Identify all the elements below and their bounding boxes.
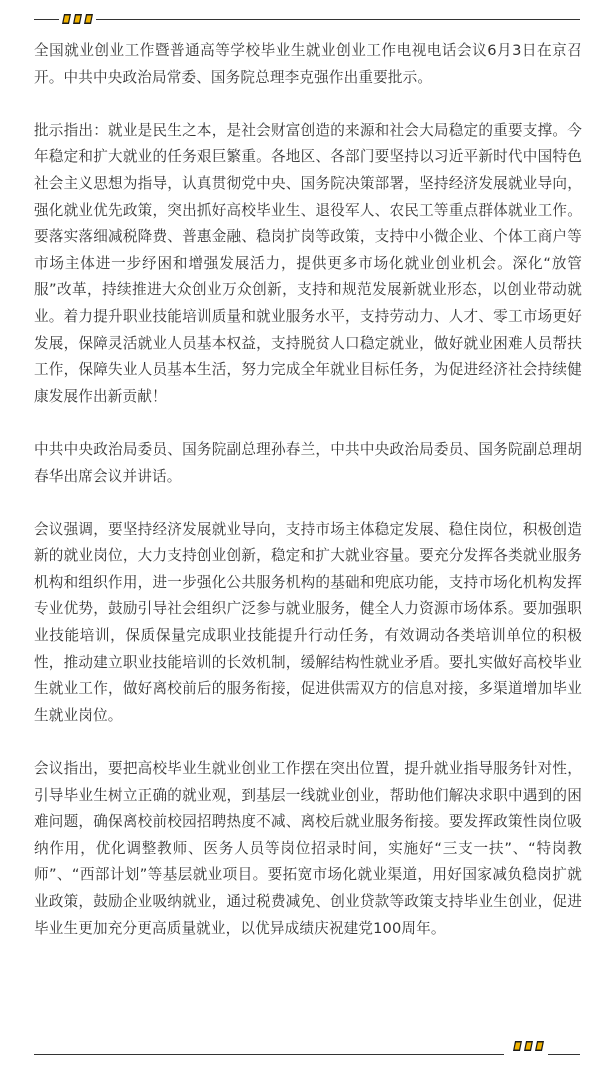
block-3	[535, 1041, 544, 1051]
bottom-divider	[34, 1036, 580, 1066]
top-divider-line-right	[96, 19, 580, 20]
three-yellow-blocks-icon	[61, 12, 93, 26]
block-1	[62, 14, 71, 24]
paragraph-spacer	[34, 490, 582, 517]
block-2	[524, 1041, 533, 1051]
article-body	[34, 38, 582, 942]
paragraph-spacer	[34, 410, 582, 437]
top-divider	[34, 0, 580, 30]
paragraph-spacer	[34, 91, 582, 118]
three-yellow-blocks-icon	[512, 1039, 544, 1053]
article-paragraph-3: 中共中央政治局委员、国务院副总理孙春兰，中共中央政治局委员、国务院副总理胡春华出席会议并讲话。	[34, 440, 582, 485]
article-paragraph-5: 会议指出，要把高校毕业生就业创业工作摆在突出位置，提升就业指导服务针对性，引导毕业生树立正确的就业观，到基层一线就业创业，帮助他们解决求职中遇到的困难问题，确保离校前校园招聘热度不减、离校后就业服务衔接。要发挥政策性岗位吸纳作用，优化调整教师、医务人员等岗位招录时间，实施好“三支一扶”、“特岗教师”、“西部计划”等基层就业项目。要拓宽市场化就业渠道，用好国家减负稳岗扩就业政策，鼓励企业吸纳就业，通过税费减免、创业贷款等政策支持毕业生创业，促进毕业生更加充分更高质量就业，以优异成绩庆祝建党100周年。	[34, 760, 582, 937]
block-3	[84, 14, 93, 24]
block-1	[513, 1041, 522, 1051]
paragraph-spacer	[34, 729, 582, 756]
block-2	[73, 14, 82, 24]
article-paragraph-4: 会议强调，要坚持经济发展就业导向，支持市场主体稳定发展、稳住岗位，积极创造新的就业岗位，大力支持创业创新，稳定和扩大就业容量。要充分发挥各类就业服务机构和组织作用，进一步强化公共服务机构的基础和兜底功能，支持市场化机构发挥专业优势，鼓励引导社会组织广泛参与就业服务，健全人力资源市场体系。要加强职业技能培训，保质保量完成职业技能提升行动任务，有效调动各类培训单位的积极性，推动建立职业技能培训的长效机制，缓解结构性就业矛盾。要扎实做好高校毕业生就业工作，做好离校前后的服务衔接，促进供需双方的信息对接，多渠道增加毕业生就业岗位。	[34, 520, 582, 724]
bottom-divider-line-left	[34, 1054, 504, 1055]
top-divider-line-left	[34, 19, 59, 20]
article-paragraph-1: 全国就业创业工作暨普通高等学校毕业生就业创业工作电视电话会议6月3日在京召开。中共中央政治局常委、国务院总理李克强作出重要批示。	[34, 42, 582, 86]
bottom-divider-line-right	[548, 1054, 580, 1055]
article-paragraph-2: 批示指出：就业是民生之本，是社会财富创造的来源和社会大局稳定的重要支撑。今年稳定和扩大就业的任务艰巨繁重。各地区、各部门要坚持以习近平新时代中国特色社会主义思想为指导，认真贯彻党中央、国务院决策部署，坚持经济发展就业导向，强化就业优先政策，突出抓好高校毕业生、退役军人、农民工等重点群体就业工作。要落实落细减税降费、普惠金融、稳岗扩岗等政策，支持中小微企业、个体工商户等市场主体进一步纾困和增强发展活力，提供更多市场化就业创业机会。深化“放管服”改革，持续推进大众创业万众创新，支持和规范发展新就业形态，以创业带动就业。着力提升职业技能培训质量和就业服务水平，支持劳动力、人才、零工市场更好发展，保障灵活就业人员基本权益，支持脱贫人口稳定就业，做好就业困难人员帮扶工作，保障失业人员基本生活，努力完成全年就业目标任务，为促进经济社会持续健康发展作出新贡献！	[34, 121, 582, 405]
